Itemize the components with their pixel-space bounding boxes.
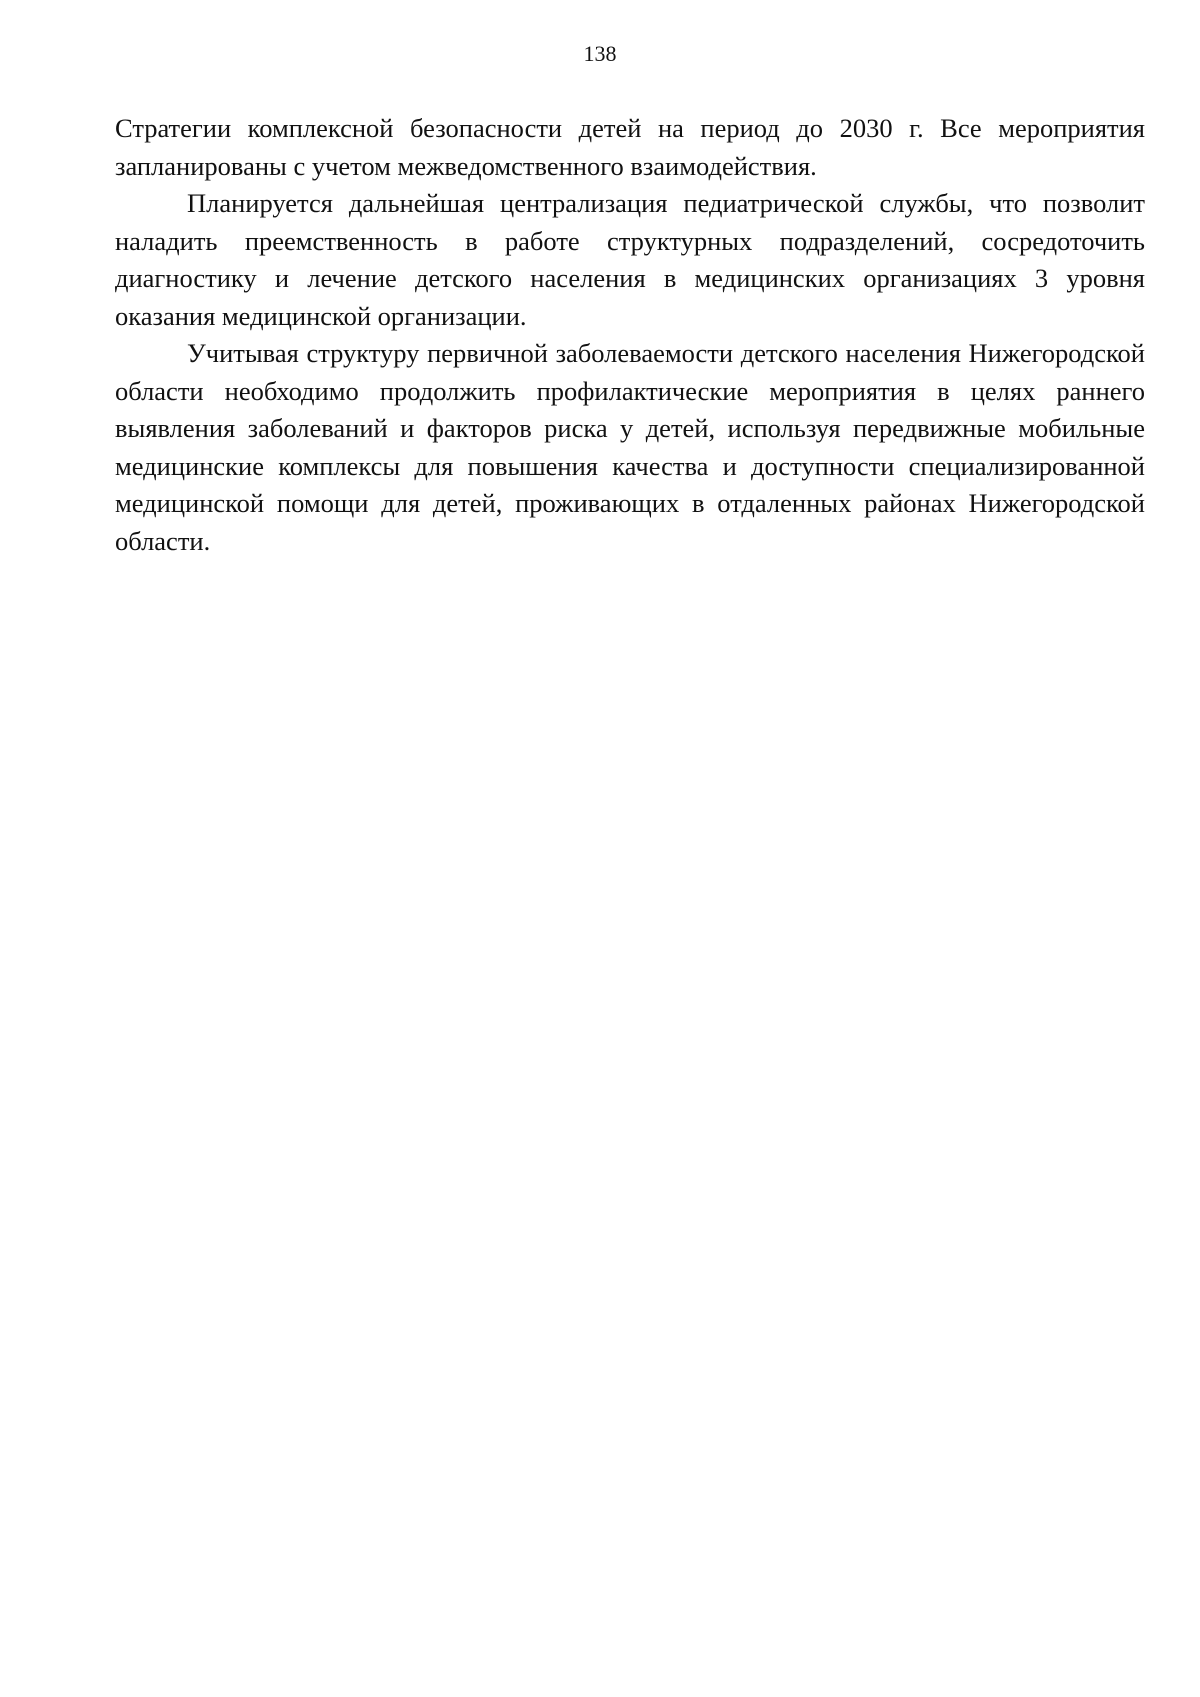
paragraph-prevention: Учитывая структуру первичной заболеваемости детского населения Нижегородской области необходимо продолжить профилактические мероприятия в целях раннего выявления заболеваний и факторов риска у детей, используя передвижные мобильные медицинские комплексы для повышения качества и доступности специализированной медицинской помощи для детей, проживающих в отдаленных районах Нижегородской области. [115,338,1145,556]
page-number: 138 [583,41,617,66]
paragraph-centralization: Планируется дальнейшая централизация педиатрической службы, что позволит наладить преемственность в работе структурных подразделений, сосредоточить диагностику и лечение детского населения в медицинских организациях 3 уровня оказания медицинской организации. [115,188,1145,331]
body-text [115,110,1145,560]
paragraph-continuation: Стратегии комплексной безопасности детей на период до 2030 г. Все мероприятия запланированы с учетом межведомственного взаимодействия. [115,113,1145,181]
